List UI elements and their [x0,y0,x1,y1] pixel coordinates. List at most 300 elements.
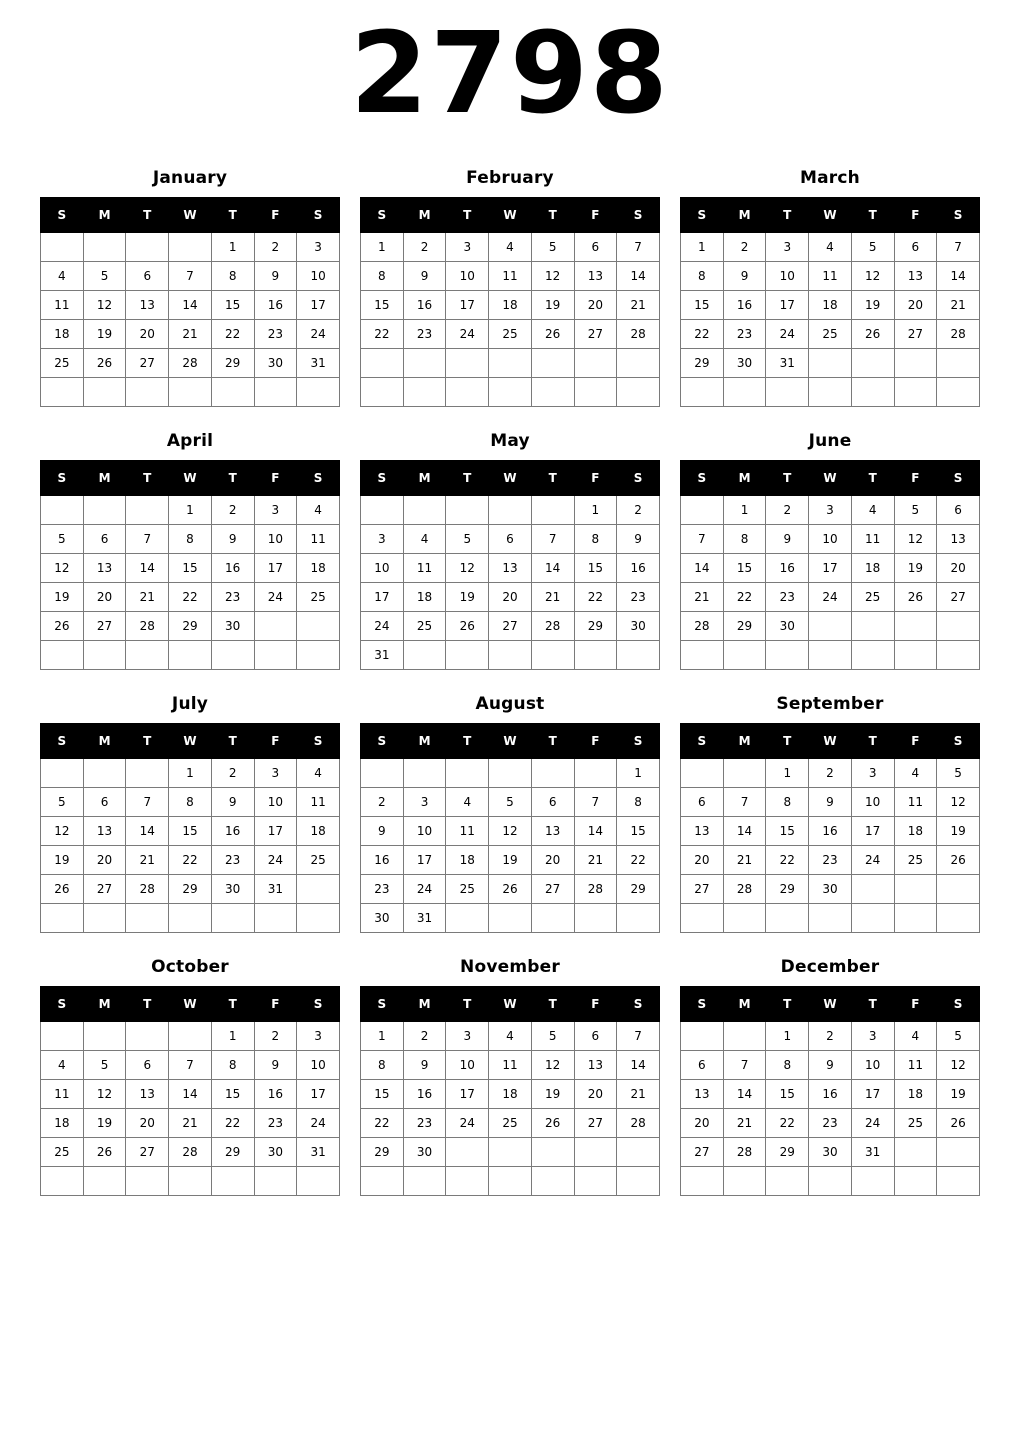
day-cell[interactable]: 10 [809,525,852,554]
day-cell[interactable]: 24 [254,583,297,612]
day-cell[interactable]: 3 [766,233,809,262]
day-cell[interactable]: 22 [211,320,254,349]
day-cell[interactable]: 18 [297,554,340,583]
day-cell[interactable]: 27 [531,875,574,904]
day-cell[interactable]: 2 [361,788,404,817]
day-cell[interactable]: 14 [169,1080,212,1109]
day-cell[interactable]: 26 [531,320,574,349]
day-cell[interactable]: 14 [723,817,766,846]
day-cell[interactable]: 30 [766,612,809,641]
day-cell[interactable]: 18 [809,291,852,320]
day-cell[interactable]: 29 [211,349,254,378]
day-cell[interactable]: 25 [489,1109,532,1138]
day-cell[interactable]: 2 [617,496,660,525]
day-cell[interactable]: 20 [894,291,937,320]
day-cell[interactable]: 24 [809,583,852,612]
day-cell[interactable]: 18 [446,846,489,875]
day-cell[interactable]: 12 [83,1080,126,1109]
day-cell[interactable]: 22 [169,846,212,875]
day-cell[interactable]: 19 [41,583,84,612]
day-cell[interactable]: 18 [489,1080,532,1109]
day-cell[interactable]: 25 [41,349,84,378]
day-cell[interactable]: 7 [723,788,766,817]
day-cell[interactable]: 26 [937,1109,980,1138]
day-cell[interactable]: 14 [531,554,574,583]
day-cell[interactable]: 12 [937,1051,980,1080]
day-cell[interactable]: 18 [41,320,84,349]
day-cell[interactable]: 23 [403,320,446,349]
day-cell[interactable]: 27 [489,612,532,641]
day-cell[interactable]: 1 [211,233,254,262]
day-cell[interactable]: 6 [83,788,126,817]
day-cell[interactable]: 19 [937,817,980,846]
day-cell[interactable]: 1 [211,1022,254,1051]
day-cell[interactable]: 12 [446,554,489,583]
day-cell[interactable]: 13 [83,817,126,846]
day-cell[interactable]: 22 [766,846,809,875]
day-cell[interactable]: 27 [937,583,980,612]
day-cell[interactable]: 21 [126,583,169,612]
day-cell[interactable]: 19 [937,1080,980,1109]
day-cell[interactable]: 13 [894,262,937,291]
day-cell[interactable]: 8 [574,525,617,554]
day-cell[interactable]: 30 [361,904,404,933]
day-cell[interactable]: 5 [851,233,894,262]
day-cell[interactable]: 31 [851,1138,894,1167]
day-cell[interactable]: 29 [169,612,212,641]
day-cell[interactable]: 1 [617,759,660,788]
day-cell[interactable]: 23 [809,1109,852,1138]
day-cell[interactable]: 7 [126,525,169,554]
day-cell[interactable]: 19 [531,291,574,320]
day-cell[interactable]: 17 [254,554,297,583]
day-cell[interactable]: 22 [574,583,617,612]
day-cell[interactable]: 14 [617,262,660,291]
day-cell[interactable]: 17 [446,1080,489,1109]
day-cell[interactable]: 31 [297,349,340,378]
day-cell[interactable]: 3 [446,1022,489,1051]
day-cell[interactable]: 1 [681,233,724,262]
day-cell[interactable]: 20 [126,320,169,349]
day-cell[interactable]: 19 [851,291,894,320]
day-cell[interactable]: 7 [617,1022,660,1051]
day-cell[interactable]: 11 [894,1051,937,1080]
day-cell[interactable]: 22 [361,1109,404,1138]
day-cell[interactable]: 13 [574,1051,617,1080]
day-cell[interactable]: 23 [254,1109,297,1138]
day-cell[interactable]: 12 [489,817,532,846]
day-cell[interactable]: 6 [681,1051,724,1080]
day-cell[interactable]: 14 [937,262,980,291]
day-cell[interactable]: 8 [361,1051,404,1080]
day-cell[interactable]: 17 [361,583,404,612]
day-cell[interactable]: 31 [361,641,404,670]
day-cell[interactable]: 22 [681,320,724,349]
day-cell[interactable]: 5 [489,788,532,817]
day-cell[interactable]: 3 [851,759,894,788]
day-cell[interactable]: 12 [531,1051,574,1080]
day-cell[interactable]: 9 [766,525,809,554]
day-cell[interactable]: 5 [531,1022,574,1051]
day-cell[interactable]: 26 [937,846,980,875]
day-cell[interactable]: 12 [83,291,126,320]
day-cell[interactable]: 1 [574,496,617,525]
day-cell[interactable]: 10 [851,788,894,817]
day-cell[interactable]: 7 [126,788,169,817]
day-cell[interactable]: 27 [681,1138,724,1167]
day-cell[interactable]: 23 [766,583,809,612]
day-cell[interactable]: 24 [851,846,894,875]
day-cell[interactable]: 30 [809,875,852,904]
day-cell[interactable]: 6 [574,233,617,262]
day-cell[interactable]: 24 [851,1109,894,1138]
day-cell[interactable]: 1 [361,1022,404,1051]
day-cell[interactable]: 3 [403,788,446,817]
day-cell[interactable]: 11 [297,525,340,554]
day-cell[interactable]: 30 [254,349,297,378]
day-cell[interactable]: 24 [446,320,489,349]
day-cell[interactable]: 26 [83,349,126,378]
day-cell[interactable]: 7 [531,525,574,554]
day-cell[interactable]: 4 [41,1051,84,1080]
day-cell[interactable]: 16 [809,817,852,846]
day-cell[interactable]: 9 [809,788,852,817]
day-cell[interactable]: 4 [297,759,340,788]
day-cell[interactable]: 15 [723,554,766,583]
day-cell[interactable]: 15 [361,291,404,320]
day-cell[interactable]: 28 [574,875,617,904]
day-cell[interactable]: 5 [446,525,489,554]
day-cell[interactable]: 28 [723,875,766,904]
day-cell[interactable]: 2 [403,233,446,262]
day-cell[interactable]: 17 [297,291,340,320]
day-cell[interactable]: 13 [937,525,980,554]
day-cell[interactable]: 15 [361,1080,404,1109]
day-cell[interactable]: 2 [809,1022,852,1051]
day-cell[interactable]: 31 [403,904,446,933]
day-cell[interactable]: 21 [169,320,212,349]
day-cell[interactable]: 13 [574,262,617,291]
day-cell[interactable]: 25 [489,320,532,349]
day-cell[interactable]: 28 [937,320,980,349]
day-cell[interactable]: 8 [681,262,724,291]
day-cell[interactable]: 19 [83,1109,126,1138]
day-cell[interactable]: 16 [766,554,809,583]
day-cell[interactable]: 4 [489,233,532,262]
day-cell[interactable]: 6 [574,1022,617,1051]
day-cell[interactable]: 21 [574,846,617,875]
day-cell[interactable]: 29 [766,1138,809,1167]
day-cell[interactable]: 27 [83,612,126,641]
day-cell[interactable]: 4 [446,788,489,817]
day-cell[interactable]: 10 [446,262,489,291]
day-cell[interactable]: 1 [169,496,212,525]
day-cell[interactable]: 23 [723,320,766,349]
day-cell[interactable]: 28 [531,612,574,641]
day-cell[interactable]: 6 [126,1051,169,1080]
day-cell[interactable]: 27 [894,320,937,349]
day-cell[interactable]: 3 [297,233,340,262]
day-cell[interactable]: 11 [489,1051,532,1080]
day-cell[interactable]: 4 [809,233,852,262]
day-cell[interactable]: 19 [489,846,532,875]
day-cell[interactable]: 20 [489,583,532,612]
day-cell[interactable]: 24 [254,846,297,875]
day-cell[interactable]: 10 [297,262,340,291]
day-cell[interactable]: 11 [489,262,532,291]
day-cell[interactable]: 8 [169,788,212,817]
day-cell[interactable]: 30 [211,612,254,641]
day-cell[interactable]: 14 [681,554,724,583]
day-cell[interactable]: 16 [403,291,446,320]
day-cell[interactable]: 3 [851,1022,894,1051]
day-cell[interactable]: 2 [403,1022,446,1051]
day-cell[interactable]: 28 [723,1138,766,1167]
day-cell[interactable]: 15 [169,817,212,846]
day-cell[interactable]: 2 [254,1022,297,1051]
day-cell[interactable]: 7 [681,525,724,554]
day-cell[interactable]: 17 [766,291,809,320]
day-cell[interactable]: 13 [531,817,574,846]
day-cell[interactable]: 29 [766,875,809,904]
day-cell[interactable]: 11 [41,291,84,320]
day-cell[interactable]: 9 [361,817,404,846]
day-cell[interactable]: 20 [937,554,980,583]
day-cell[interactable]: 20 [531,846,574,875]
day-cell[interactable]: 25 [851,583,894,612]
day-cell[interactable]: 29 [617,875,660,904]
day-cell[interactable]: 5 [83,1051,126,1080]
day-cell[interactable]: 9 [254,1051,297,1080]
day-cell[interactable]: 23 [403,1109,446,1138]
day-cell[interactable]: 5 [41,788,84,817]
day-cell[interactable]: 26 [851,320,894,349]
day-cell[interactable]: 21 [723,1109,766,1138]
day-cell[interactable]: 11 [809,262,852,291]
day-cell[interactable]: 31 [766,349,809,378]
day-cell[interactable]: 5 [894,496,937,525]
day-cell[interactable]: 29 [681,349,724,378]
day-cell[interactable]: 23 [211,583,254,612]
day-cell[interactable]: 14 [126,554,169,583]
day-cell[interactable]: 6 [894,233,937,262]
day-cell[interactable]: 21 [126,846,169,875]
day-cell[interactable]: 21 [169,1109,212,1138]
day-cell[interactable]: 5 [83,262,126,291]
day-cell[interactable]: 29 [361,1138,404,1167]
day-cell[interactable]: 9 [211,525,254,554]
day-cell[interactable]: 21 [617,1080,660,1109]
day-cell[interactable]: 8 [169,525,212,554]
day-cell[interactable]: 9 [403,262,446,291]
day-cell[interactable]: 28 [126,875,169,904]
day-cell[interactable]: 16 [617,554,660,583]
day-cell[interactable]: 13 [126,291,169,320]
day-cell[interactable]: 22 [617,846,660,875]
day-cell[interactable]: 26 [531,1109,574,1138]
day-cell[interactable]: 10 [403,817,446,846]
day-cell[interactable]: 6 [681,788,724,817]
day-cell[interactable]: 27 [574,1109,617,1138]
day-cell[interactable]: 16 [254,1080,297,1109]
day-cell[interactable]: 20 [126,1109,169,1138]
day-cell[interactable]: 27 [681,875,724,904]
day-cell[interactable]: 2 [766,496,809,525]
day-cell[interactable]: 19 [446,583,489,612]
day-cell[interactable]: 2 [254,233,297,262]
day-cell[interactable]: 4 [894,1022,937,1051]
day-cell[interactable]: 28 [169,349,212,378]
day-cell[interactable]: 30 [211,875,254,904]
day-cell[interactable]: 7 [723,1051,766,1080]
day-cell[interactable]: 26 [489,875,532,904]
day-cell[interactable]: 25 [403,612,446,641]
day-cell[interactable]: 15 [766,1080,809,1109]
day-cell[interactable]: 25 [446,875,489,904]
day-cell[interactable]: 13 [489,554,532,583]
day-cell[interactable]: 23 [211,846,254,875]
day-cell[interactable]: 1 [766,759,809,788]
day-cell[interactable]: 28 [681,612,724,641]
day-cell[interactable]: 17 [446,291,489,320]
day-cell[interactable]: 15 [211,1080,254,1109]
day-cell[interactable]: 30 [723,349,766,378]
day-cell[interactable]: 26 [83,1138,126,1167]
day-cell[interactable]: 19 [894,554,937,583]
day-cell[interactable]: 10 [361,554,404,583]
day-cell[interactable]: 12 [851,262,894,291]
day-cell[interactable]: 28 [126,612,169,641]
day-cell[interactable]: 11 [403,554,446,583]
day-cell[interactable]: 8 [766,788,809,817]
day-cell[interactable]: 18 [403,583,446,612]
day-cell[interactable]: 11 [894,788,937,817]
day-cell[interactable]: 22 [361,320,404,349]
day-cell[interactable]: 4 [403,525,446,554]
day-cell[interactable]: 16 [361,846,404,875]
day-cell[interactable]: 7 [169,1051,212,1080]
day-cell[interactable]: 30 [617,612,660,641]
day-cell[interactable]: 25 [809,320,852,349]
day-cell[interactable]: 19 [41,846,84,875]
day-cell[interactable]: 22 [766,1109,809,1138]
day-cell[interactable]: 16 [403,1080,446,1109]
day-cell[interactable]: 5 [41,525,84,554]
day-cell[interactable]: 16 [809,1080,852,1109]
day-cell[interactable]: 2 [211,496,254,525]
day-cell[interactable]: 11 [446,817,489,846]
day-cell[interactable]: 8 [766,1051,809,1080]
day-cell[interactable]: 10 [446,1051,489,1080]
day-cell[interactable]: 12 [41,817,84,846]
day-cell[interactable]: 18 [41,1109,84,1138]
day-cell[interactable]: 9 [723,262,766,291]
day-cell[interactable]: 14 [169,291,212,320]
day-cell[interactable]: 7 [574,788,617,817]
day-cell[interactable]: 21 [937,291,980,320]
day-cell[interactable]: 10 [254,788,297,817]
day-cell[interactable]: 9 [211,788,254,817]
day-cell[interactable]: 21 [617,291,660,320]
day-cell[interactable]: 22 [723,583,766,612]
day-cell[interactable]: 15 [617,817,660,846]
day-cell[interactable]: 6 [83,525,126,554]
day-cell[interactable]: 12 [531,262,574,291]
day-cell[interactable]: 1 [169,759,212,788]
day-cell[interactable]: 13 [681,1080,724,1109]
day-cell[interactable]: 6 [126,262,169,291]
day-cell[interactable]: 10 [254,525,297,554]
day-cell[interactable]: 7 [617,233,660,262]
day-cell[interactable]: 23 [361,875,404,904]
day-cell[interactable]: 16 [211,817,254,846]
day-cell[interactable]: 8 [617,788,660,817]
day-cell[interactable]: 9 [617,525,660,554]
day-cell[interactable]: 10 [851,1051,894,1080]
day-cell[interactable]: 12 [937,788,980,817]
day-cell[interactable]: 16 [254,291,297,320]
day-cell[interactable]: 14 [723,1080,766,1109]
day-cell[interactable]: 9 [809,1051,852,1080]
day-cell[interactable]: 28 [169,1138,212,1167]
day-cell[interactable]: 1 [766,1022,809,1051]
day-cell[interactable]: 11 [41,1080,84,1109]
day-cell[interactable]: 24 [297,320,340,349]
day-cell[interactable]: 13 [681,817,724,846]
day-cell[interactable]: 1 [361,233,404,262]
day-cell[interactable]: 20 [681,846,724,875]
day-cell[interactable]: 17 [297,1080,340,1109]
day-cell[interactable]: 20 [574,1080,617,1109]
day-cell[interactable]: 18 [894,1080,937,1109]
day-cell[interactable]: 25 [894,846,937,875]
day-cell[interactable]: 4 [297,496,340,525]
day-cell[interactable]: 19 [531,1080,574,1109]
day-cell[interactable]: 21 [681,583,724,612]
day-cell[interactable]: 26 [894,583,937,612]
day-cell[interactable]: 17 [403,846,446,875]
day-cell[interactable]: 24 [766,320,809,349]
day-cell[interactable]: 8 [723,525,766,554]
day-cell[interactable]: 8 [361,262,404,291]
day-cell[interactable]: 24 [446,1109,489,1138]
day-cell[interactable]: 21 [723,846,766,875]
day-cell[interactable]: 25 [41,1138,84,1167]
day-cell[interactable]: 29 [169,875,212,904]
day-cell[interactable]: 15 [766,817,809,846]
day-cell[interactable]: 14 [617,1051,660,1080]
day-cell[interactable]: 13 [83,554,126,583]
day-cell[interactable]: 29 [211,1138,254,1167]
day-cell[interactable]: 1 [723,496,766,525]
day-cell[interactable]: 3 [361,525,404,554]
day-cell[interactable]: 31 [297,1138,340,1167]
day-cell[interactable]: 23 [809,846,852,875]
day-cell[interactable]: 12 [894,525,937,554]
day-cell[interactable]: 17 [809,554,852,583]
day-cell[interactable]: 26 [41,875,84,904]
day-cell[interactable]: 22 [169,583,212,612]
day-cell[interactable]: 24 [403,875,446,904]
day-cell[interactable]: 4 [489,1022,532,1051]
day-cell[interactable]: 10 [297,1051,340,1080]
day-cell[interactable]: 25 [894,1109,937,1138]
day-cell[interactable]: 3 [809,496,852,525]
day-cell[interactable]: 4 [894,759,937,788]
day-cell[interactable]: 31 [254,875,297,904]
day-cell[interactable]: 14 [126,817,169,846]
day-cell[interactable]: 18 [297,817,340,846]
